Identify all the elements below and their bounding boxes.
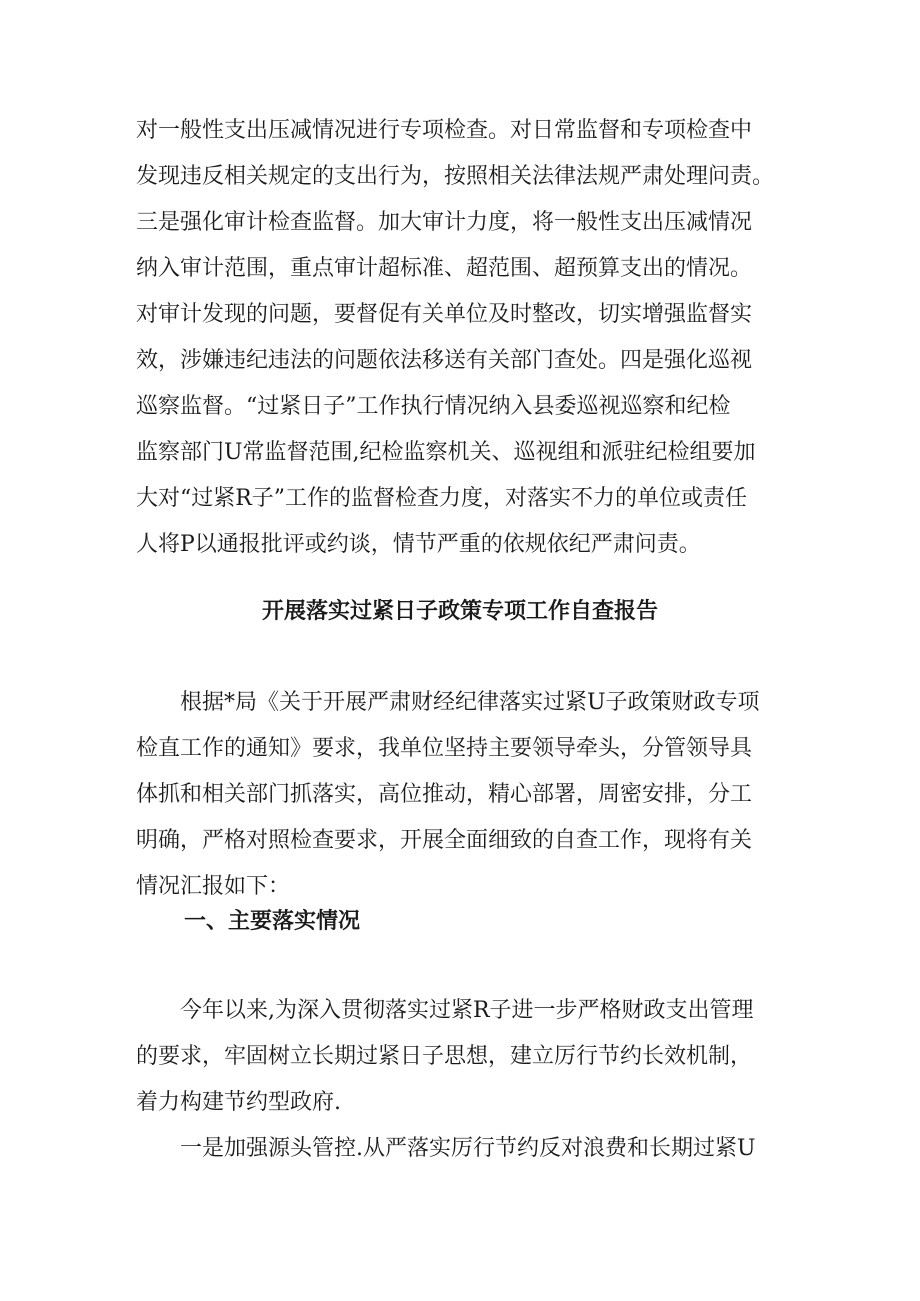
text-line: 对一般性支出压减情况进行专项检查。对日常监督和专项检查中 <box>136 118 753 143</box>
text-line: 体抓和相关部门抓落实，高位推动，精心部署，周密安排，分工 <box>136 782 753 807</box>
text-line: 效，涉嫌违纪违法的问题依法移送有关部门查处。四是强化巡视 <box>136 348 753 373</box>
text-line: 检直工作的通知》要求，我单位坚持主要领导牵头，分管领导具 <box>136 736 753 761</box>
text-line: 巡察监督。“过紧日子”工作执行情况纳入县委巡视巡察和纪检 <box>136 394 731 419</box>
text-line: 人将P以通报批评或约谈，情节严重的依规依纪严肃问责。 <box>136 532 701 557</box>
report-title: 开展落实过紧日子政策专项工作自查报告 <box>261 598 658 624</box>
text-line: 大对“过紧R子”工作的监督检查力度，对落实不力的单位或责任 <box>136 486 748 511</box>
text-line: 情况汇报如下： <box>136 874 291 899</box>
text-line: 纳入审计范围，重点审计超标准、超范围、超预算支出的情况。 <box>136 256 753 281</box>
paragraph-overview <box>136 988 796 1126</box>
text-line: 今年以来,为深入贯彻落实过紧R子进一步严格财政支出管理 <box>136 998 754 1023</box>
text-line: 根据*局《关于开展严肃财经纪律落实过紧U子政策财政专项 <box>136 690 760 715</box>
paragraph-source-control <box>136 1126 796 1172</box>
text-line: 对审计发现的问题，要督促有关单位及时整改，切实增强监督实 <box>136 302 753 327</box>
text-line: 着力构建节约型政府. <box>136 1090 341 1115</box>
paragraph-intro <box>136 680 796 910</box>
text-line: 三是强化审计检查监督。加大审计力度，将一般性支出压减情况 <box>136 210 753 235</box>
text-line: 明确，严格对照检查要求，开展全面细致的自查工作，现将有关 <box>136 828 753 853</box>
paragraph-supervision <box>136 108 796 568</box>
text-line: 的要求，牢固树立长期过紧日子思想，建立厉行节约长效机制， <box>136 1044 753 1069</box>
text-line: 监察部门U常监督范围,纪检监察机关、巡视组和派驻纪检组要加 <box>136 440 756 465</box>
text-line: 发现违反相关规定的支出行为，按照相关法律法规严肃处理问责。 <box>136 164 775 189</box>
text-line: 一是加强源头管控.从严落实厉行节约反对浪费和长期过紧U <box>136 1136 756 1161</box>
section-heading-1: 一、主要落实情况 <box>184 908 361 934</box>
